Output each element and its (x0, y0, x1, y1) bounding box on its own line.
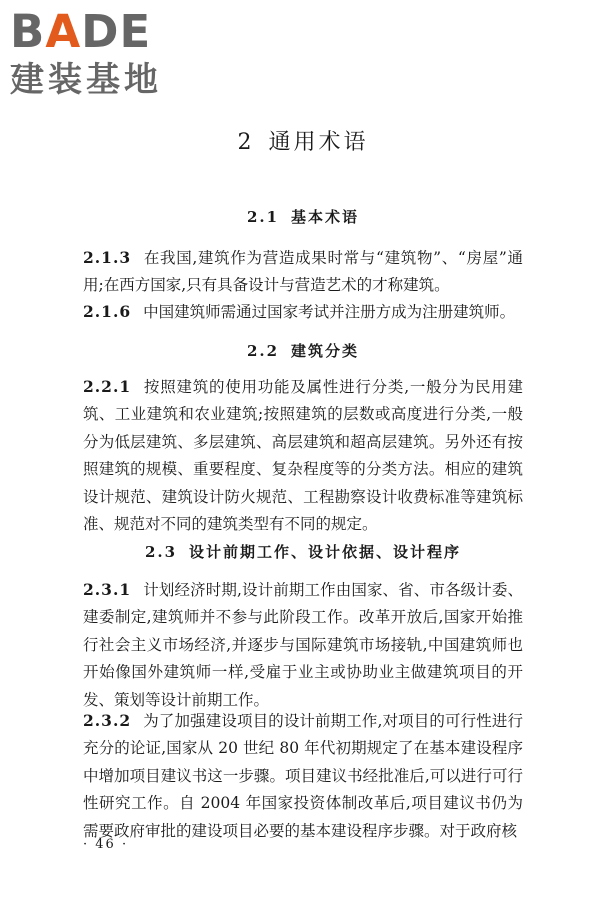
bade-logo (10, 6, 180, 106)
section-title-text: 设计前期工作、设计依据、设计程序 (189, 543, 462, 561)
chapter-title (83, 128, 523, 158)
section-heading-2-1 (83, 206, 523, 228)
logo-letter-b: B (10, 5, 46, 58)
section-number: 2.3 (144, 543, 178, 561)
logo-wordmark (10, 6, 151, 58)
logo-letters-de: DE (81, 5, 152, 58)
clause-number: 2.2.1 (83, 377, 132, 396)
page-number: · 46 · (83, 837, 129, 852)
clause-text: 中国建筑师需通过国家考试并注册方成为注册建筑师。 (143, 303, 516, 321)
clause-number: 2.1.6 (83, 302, 132, 321)
clause-2-3-2 (83, 707, 523, 845)
clause-text: 计划经济时期,设计前期工作由国家、省、市各级计委、建委制定,建筑师并不参与此阶段工作。改革开放后,国家开始推行社会主义市场经济,并逐步与国际建筑市场接轨,中国建筑师也开始像国外建筑师一样,受雇于业主或协助业主做建筑项目的开发、策划等设计前期工作。 (83, 581, 523, 709)
clause-number: 2.3.2 (83, 711, 132, 730)
section-title-text: 基本术语 (291, 208, 360, 226)
clause-number: 2.1.3 (83, 248, 132, 267)
section-title-text: 建筑分类 (291, 342, 360, 360)
chapter-number: 2 (237, 130, 255, 155)
logo-letter-a-accent: A (45, 5, 82, 58)
section-heading-2-3 (83, 541, 523, 563)
clause-2-1-3 (83, 244, 523, 300)
clause-text: 按照建筑的使用功能及属性进行分类,一般分为民用建筑、工业建筑和农业建筑;按照建筑的层数或高度进行分类,一般分为低层建筑、多层建筑、高层建筑和超高层建筑。另外还有按照建筑的规模、重要程度、复杂程度等的分类方法。相应的建筑设计规范、建筑设计防火规范、工程勘察设计收费标准等建筑标准、规范对不同的建筑类型有不同的规定。 (83, 378, 523, 534)
section-number: 2.2 (246, 342, 280, 360)
clause-2-3-1 (83, 576, 523, 714)
clause-2-1-6 (83, 298, 523, 326)
clause-text: 在我国,建筑作为营造成果时常与“建筑物”、“房屋”通用;在西方国家,只有具备设计与营造艺术的才称建筑。 (83, 249, 523, 295)
section-number: 2.1 (246, 208, 280, 226)
clause-2-2-1 (83, 373, 523, 538)
chapter-title-text: 通用术语 (268, 130, 369, 155)
section-heading-2-2 (83, 340, 523, 362)
clause-text: 为了加强建设项目的设计前期工作,对项目的可行性进行充分的论证,国家从 20 世纪 80 年代初期规定了在基本建设程序中增加项目建议书这一步骤。项目建议书经批准后,可以进行可行性研究工作。自 2004 年国家投资体制改革后,项目建议书仍为需要政府审批的建设项目必要的基本建设程序步骤。对于政府核 (83, 712, 523, 840)
clause-number: 2.3.1 (83, 580, 132, 599)
logo-subtitle: 建装基地 (10, 60, 162, 100)
